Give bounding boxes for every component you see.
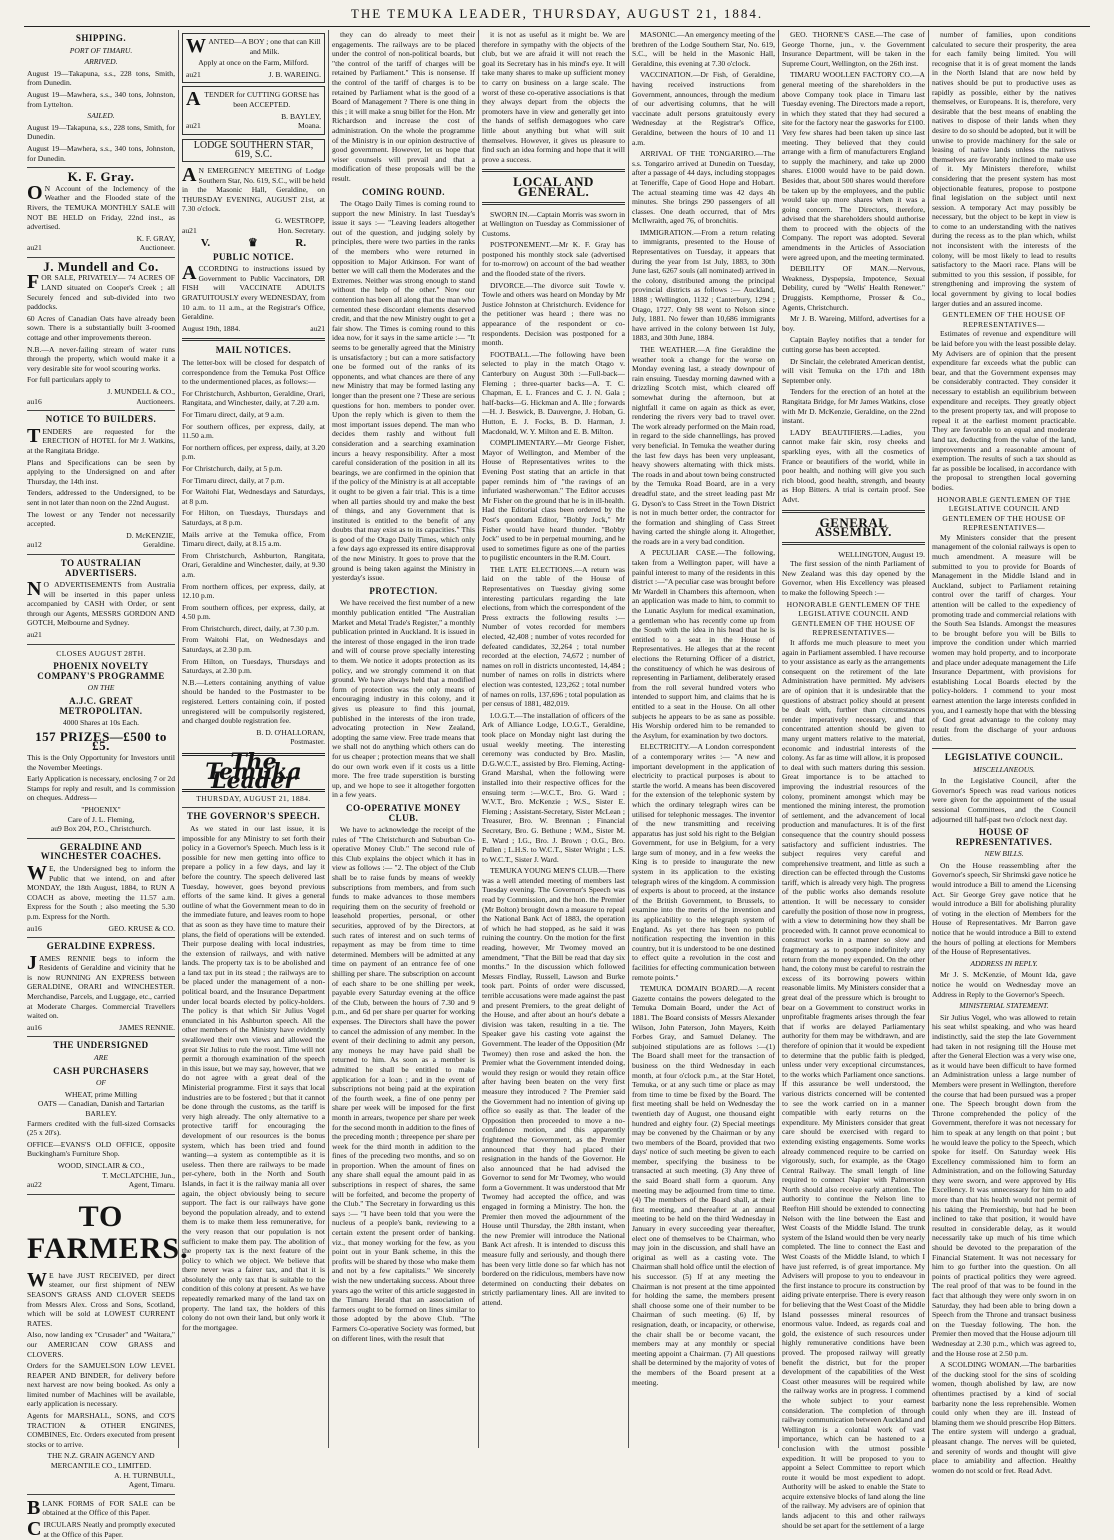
builders-signature: D. McKENZIE, xyxy=(126,530,175,540)
mail-text: For Timaru direct, daily, at 9 a.m. xyxy=(182,410,285,419)
farmers-supply: Farmers credited with the full-sized Cornsacks (25 x 20's). xyxy=(27,1118,175,1138)
wood-agent: Agent, Timaru. xyxy=(128,1180,175,1190)
columns xyxy=(24,30,1090,1540)
masthead: THE TEMUKA LEADER, THURSDAY, AUGUST 21, 1884. xyxy=(24,4,1090,27)
mail-text: For Timaru direct, daily, at 7 p.m. xyxy=(182,475,285,485)
tender-place: Moana. xyxy=(298,121,321,131)
to-farmers-title: TO FARMERS. xyxy=(27,1199,189,1265)
news-item: TEMUKA YOUNG MEN'S CLUB.—There was a well attended meeting of members last Tuesday evening. The Governor's Speech was read by Commission, and the hon. the Premier (Mr Bolton) brought down a measure to repeal the National Bank Act of 1883, the operation of which he had stopped, as he said it was ruining the country. On the motion for the first reading, however, Mr Twomey moved an amendment, "That the Bill be read that day six months." In the discussion which followed Messrs Findlay, Russell, Lawson and Burke took part. Points of order were discussed, terrible accusations were made against the past and present Premiers, to the great delight of the House, and after about an hour's debate a division was taken, resulting in a tie. The Speaker gave his casting vote against the Government. The leader of the Opposition (Mr Twomey) then rose and asked the hon. the Premier what the Government intended doing, would they resign or would they retain office after having been beaten on the very first measure they introduced ? The Premier said the Government had no intention of giving up office so easily as that. The leader of the Opposition then proceeded to move a no-confidence motion, and this apparently frightened the Government, as the Premier announced that they had placed their resignation in the hands of the Governor. He also announced that he had advised the Governor to send for Mr Twomey, who would form a Government. It was understood that Mr Twomey had accepted the office, and was engaged in forming a Ministry. The hon. the Premier then moved the adjournment of the House until Thursday, the 28th instant, when the new Premier will introduce the National Bank Act afresh. It is intended to discuss this measure fully and seriously, and though there has been very little done so far which has not bordered on the ridiculous, members have now determined on conducting their debates on strictly parliamentary lines. All are invited to attend. xyxy=(482,866,625,1307)
are-line: ARE xyxy=(94,1053,108,1063)
scolding-text: A SCOLDING WOMAN.—The barbarities of the ducking stool for the sins of scolding women, though abolished by law, are now oftentimes practised by a kind of social barbarity none the less reprehensible. Women could only when they are ill. Instead of blaming them we should prescribe Hop Bitters. The entire system will undergo a gradual, pleasant change. The nerves will be quieted, and serenity of words and thought will give place to amiability and affection. Healthy women do not scold or fret. Read Advt. xyxy=(932,1360,1076,1475)
wanted-text-2: Apply at once on the Farm, Milford. xyxy=(198,58,309,68)
column-2 xyxy=(179,30,329,1448)
wheat-line: WHEAT, prime Milling xyxy=(64,1089,138,1099)
column-6 xyxy=(779,30,929,1530)
speech-railways: My Ministers consider that the present management of the colonial railways is open to much amendment. A measure will be submitted to you to provide for Boards of Management in the Middle Island and in Auckland, subject to Parliament retaining control over the tariff of charges. Your attention will be called to the expediency of promoting trade and commercial relations with the South Sea Islands. Amongst the measures to be brought before you will be Bills to improve the condition under which married women may hold property, and to incorporate and place under adequate management the Life Insurance Department, with provisions for establishing Local Boards elected by the policy-holders. I commend to your most earnest attention the large interests confided in you, and I earnestly hope that with the blessing of God great advantage to the colony may result from the discharge of your arduous duties. xyxy=(932,532,1076,744)
mail-text: N.B.—Letters containing anything of value should be handed to the Postmaster to be registered. Letters containing coin, if posted unregistered will be compulsorily registered, and charged double registration fee. xyxy=(182,677,325,726)
phoenix-title: PHOENIX NOVELTY COMPANY'S PROGRAMME xyxy=(37,661,165,681)
express-text: JAMES RENNIE begs to inform the Residents of Geraldine and vicinity that he is now RUNNING AN EXPRESS between GERALDINE, ORARI and WINCHESTER. Merchandise, Parcels, and Luggage, etc., carried at Moderate Charges. Commercial Travellers waited on. xyxy=(27,951,175,1021)
mcclatchie: T. McCLATCHIE, Jun., xyxy=(102,1170,175,1180)
for-sale-text-3: N.B.—A never-failing stream of water runs through the property, which would make it a very desirable site for wool scouring works. xyxy=(27,344,175,373)
prizes-text: This is the Only Opportunity for Investors until the November Meetings. xyxy=(27,753,175,772)
news-item: IMMIGRATION.—From a return relating to immigrants, presented to the House of Representatives on Tuesday, it appears that during the year from 1st July, 1883, to 30th June last, 6267 souls (all nominated) arrived in the colony, distributed among the principal provincial districts as follows :— Auckland, 1888 ; Wellington, 1132 ; Canterbury, 1294 ; Otago, 1727. Only 98 went to Nelson since July, 1881. No fewer than 10,686 immigrants have arrived in the colony between 1st July, 1883, and 30th June, 1884. xyxy=(632,227,775,343)
news-item: TEMUKA DOMAIN BOARD.—A recent Gazette contains the powers delegated to the Temuka Domain Board, under the Act of 1881. The Board consists of Messrs Alexander Wilson, John Paterson, John Mayers, Keith Forbes Gray, and Samuel Delaney. The subjoined stipulations are as follows :—(1) The Board shall meet for the transaction of business on the third Wednesday in each month, at four o'clock p.m., at the Star Hotel, Temuka, or at any such time or place as may from time to time be fixed by the Board. The first meeting shall be held on Wednesday the twentieth day of August, one thousand eight hundred and eighty four. (2) Special meetings may be convened by the Chairman or by any two members of the Board, provided that two days' notice of such meeting be given to each member, specifying the business to be transacted at such meeting. (3) Any three of the said Board shall form a quorum. Any meeting may be adjourned from time to time. (4) The members of the Board shall, at their first meeting, and thereafter at an annual meeting to be held on the third Wednesday in January in every succeeding year thereafter, elect one of themselves to be Chairman, who may join in the discussion, and shall have an original as well as a casting vote. The Chairman shall hold office until the election of his successor. (5) If at any meeting the Chairman is not present at the time appointed for holding the same, the members present shall choose some one of their number to be Chairman of such meeting. (6) If, by resignation, death, or incapacity, or otherwise, the chair shall be or become vacant, the members may at any monthly or special meeting appoint a Chairman. (7) All questions shall be determined by the majority of votes of the members of the Board present at a meeting. xyxy=(632,984,775,1387)
lodge-signature: G. WESTROPP, xyxy=(275,215,325,225)
coach-text: WE, the Undersigned beg to inform the Public that we intend, on and after MONDAY, the 18th August, 1884, to RUN A COACH as above, meeting the 11.57 a.m. Express for the South ; also meeting the 5.30 p.m. Express for the North. xyxy=(27,861,175,921)
lodge-code: au21 xyxy=(182,225,197,235)
news-item: SWORN IN.—Captain Morris was sworn in at Wellington on Tuesday as Commissioner of Customs. xyxy=(482,209,625,238)
tender-text: ATENDER for CUTTING GORSE has been ACCEPTED. xyxy=(186,88,320,111)
reply-label: ADDRESS IN REPLY. xyxy=(970,958,1038,968)
prizes-text-2: Early Application is necessary, enclosing 7 or 2d Stamps for reply and result, and 1s commission on cheques. Address— xyxy=(27,774,175,803)
news-item: VACCINATION.—Dr Fish, of Geraldine, having received instructions from Government, announces, through the medium of our advertising columns, that he will vaccinate adult persons gratuitously every Wednesday at the Registrar's Office, Geraldine, between the hours of 10 and 11 a.m. xyxy=(632,70,775,147)
nz-grain: THE N.Z. GRAIN AGENCY AND MERCANTILE CO., LIMITED. xyxy=(47,1451,155,1471)
builders-text-2: Plans and Specifications can be seen by applying to the Undersigned on and after Thursday, the 14th inst. xyxy=(27,457,175,486)
shares-line: 4000 Shares at 10s Each. xyxy=(62,718,140,728)
closes-line: CLOSES AUGUST 28TH. xyxy=(56,648,146,658)
farmers-text-2: Also, now landing ex "Crusader" and "Waitara," our AMERICAN COW GRASS and CLOVERS. xyxy=(27,1330,175,1359)
gray-code: au21 xyxy=(27,243,42,253)
news-item: ARRIVAL OF THE TONGARIRO.—The s.s. Tongariro arrived at Dunedin on Tuesday, after a passage of 44 days, including stoppages at Teneriffe, Cape of Good Hope and Hobart. The actual steaming time was 42 days 4h minutes. She brings 290 passengers of all classes. One death occurred, that of Mrs McIlwraith, aged 76, of bronchitis. xyxy=(632,149,775,226)
vr-v: V. xyxy=(200,237,211,250)
wanted-code: au21 xyxy=(186,69,201,79)
for-sale-text-2: 60 Acres of Canadian Oats have already been sown. There is a substantially built 3-roomed cottage and other improvements thereon. xyxy=(27,313,175,343)
builders-code: au12 xyxy=(27,540,42,550)
news-item: THE LATE ELECTIONS.—A return was laid on the table of the House of Representatives on Tuesday giving some interesting particulars regarding the late elections, from which the correspondent of the Press extracts the following results :— Number of votes recorded for members elected, 42,408 ; number of votes recorded for defeated candidates, 32,264 ; total number recorded at the election, 74,672 ; number of names on roll in districts uncontested, 14,484 ; number of names on rolls in districts where election was contested, 123,262 ; total number of names on rolls, 137,696 ; total population as per census of 1881, 482,019. xyxy=(482,564,625,709)
mail-text: For Hilton, on Tuesdays, Thursdays and Saturdays, at 8 p.m. xyxy=(182,508,325,527)
news-item: GEO. THORNE'S CASE.—The case of George Thorne, jun., v. the Government Insurance Department, will be taken in the Supreme Court, Wellington, on the 26th inst. xyxy=(782,30,925,68)
australian-text: NO ADVERTISEMENTS from Australia will be inserted in this paper unless accompanied by CASH with Order, or sent through our Agents, MESSRS GORDON AND GOTCH, Melbourne and Sydney. xyxy=(27,578,175,628)
coach-code: au16 xyxy=(27,923,42,933)
news-item: Tenders for the erection of an hotel at the Rangitata Bridge, for Mr James Watkins, close with Mr D. McKenzie, Geraldine, on the 22nd instant. xyxy=(782,387,925,426)
builders-title: NOTICE TO BUILDERS. xyxy=(45,414,157,425)
lodge-title: LODGE SOUTHERN STAR, 619, S.C. xyxy=(182,139,325,162)
phoenix-on: ON THE xyxy=(87,683,115,693)
news-item: Captain Bayley notifies that a tender for cutting gorse has been accepted. xyxy=(782,335,925,354)
ministerial-text: Sir Julius Vogel, who was allowed to retain his seat whilst speaking, and who was heard indistinctly, said the step the late Government had taken in not resigning till the House met after the General Election was a very wise one, as it would have been difficult to have formed an Administration unless a large number of Members were present in Wellington, therefore the course that had been pursued was a proper one. The Speech brought down from the Throne comprehended the policy of the Government, therefore it was not necessary for him to speak at any length on that point ; but he would leave the policy to the Speech, which spoke for itself. On Saturday week His Excellency commissioned him to form an Administration, and on the following Saturday they were sworn, and were approved by His Excellency. It was unnecessary for him to add more than that his health would not permit of his taking the Premiership, but had he been inclined to take that position, it would have resulted in considerable delay, as it would necessarily take up much of his time which should be devoted to the preparation of the Financial Statement. It was not necessary for him to go further into the question. On all points of practical politics they were agreed. The real proof of that was to be found in the fact that although they were only sworn in on Saturday, they had been able to bring down a Speech from the Throne and transact business on the Tuesday following. The hon. the Premier then moved that the House adjourn till Wednesday at 2.30 p.m., which was agreed to, and the House rose at 2.50 p.m. xyxy=(932,1012,1076,1358)
vr-r: R. xyxy=(295,237,307,250)
for-sale-text: FOR SALE, PRIVATELY— 74 ACRES OF LAND situated on Cooper's Creek ; all Securely fenced and sub-divided into two paddocks. xyxy=(27,271,175,312)
news-item: DIVORCE.—The divorce suit Towle v. Towle and others was heard on Monday by Mr Justice Johnston at Christchurch. Evidence for the petitioner was heard ; there was no appearance of the respondent or co-respondents. Decision was postponed for a month. xyxy=(482,280,625,348)
australian-title: TO AUSTRALIAN ADVERTISERS. xyxy=(60,557,142,578)
oats-line: OATS — Canadian, Danish and Tartarian xyxy=(37,1099,165,1109)
house-text: On the House reassembling after the Governor's speech, Sir Shrimski gave notice he would introduce a Bill to amend the Licensing Act. Sir George Grey gave notice that he would introduce a Bill for abolishing plurality of voting in the election of Members for the House of Representatives. Mr Barron gave notice that he would introduce a Bill to extend the hours of polling at elections for Members of the House of Representatives. xyxy=(932,860,1076,957)
news-item: LADY BEAUTIFIERS.—Ladies, you cannot make fair skin, rosy cheeks and sparkling eyes, with all the cosmetics of France or beautifiers of the world, while in poor health, and nothing will give you such rich blood, good health, strength, and beauty as Hop Bitters. A trial is certain proof. See Advt. xyxy=(782,427,925,504)
for-sale-text-4: For full particulars apply to xyxy=(27,375,111,385)
speech-title: THE GOVERNOR'S SPEECH. xyxy=(186,811,321,822)
coming-round-text: The Otago Daily Times is coming round to support the new Ministry. In last Tuesday's issue it says :— "Leaving leaders altogether out of the question, and judging solely by principles, there were two parties in the ranks of the members who were returned in opposition to Major Atkinson. For want of better we will call them the Moderates and the Extremes. Neither was strong enough to stand without the help of the other." Now our contention has been all along that the man who cemented these discordant elements deserved credit, and that the new Ministry ought to get a fair show. The Times is coming round to this idea now, for it says in the same article :— "It seems to be generally agreed that the Ministry is unsatisfactory ; but can a more satisfactory one be formed out of the ranks of its opponents, and what chances are there of any new Ministry that may be formed lasting any longer than the present one ? These are serious questions for hon. members to ponder over. Upon the reply which is given to them the most important issues depend. The man who decides them rashly and without full consideration and a searching examination incurs a heavy responsibility. After a most careful consideration of the position in all its bearings, we are confirmed in the opinion that if the policy of the Ministry is at all acceptable it ought to be given a fair trial. This is a time when all parties should try and make the best of things, and any Government that is instituted is entitled to the benefit of any doubts that may exist as to its capacities." This is good of the Otago Daily Times, which only a few days ago expressed its entire disapproval of the new Ministry. It goes to prove that the ground is being taken against the Ministry in yesterday's issue. xyxy=(332,199,475,583)
public-notice-title: PUBLIC NOTICE. xyxy=(212,251,294,262)
of-line: OF xyxy=(95,1078,107,1088)
column-1 xyxy=(24,30,189,1540)
australian-code: au21 xyxy=(27,630,42,640)
arrived-label: ARRIVED. xyxy=(84,57,118,67)
coop-title: CO-OPERATIVE MONEY CLUB. xyxy=(345,802,462,823)
wanted-signature: J. B. WAREING. xyxy=(268,69,321,79)
news-item: Mr J. B. Wareing, Milford, advertises for a boy. xyxy=(782,314,925,333)
farmers-text-3: Orders for the SAMUELSON LOW LEVEL REAPER AND BINDER, for delivery before next harvest are now being booked. As only a limited number of Machines will be available, early application is necessary. xyxy=(27,1361,175,1409)
office-line: OFFICE—EVANS'S OLD OFFICE, opposite Buckingham's Furniture Shop. xyxy=(27,1139,175,1159)
shipping-title: SHIPPING. xyxy=(75,33,127,43)
express-code: au16 xyxy=(27,1022,42,1032)
coop-continued: it is not as useful as it might be. We are therefore in sympathy with the objects of the club, but we are afraid it will not reach the goal its Secretary has in his mind's eye. It will take many shares to make up sufficient money to carry on business on a large scale. The worst of these co-operative associations is that they always depart from the objects the promoters have in view and generally get into the hands of selfish demagogues who care little about anything but what will suit themselves. However, it gives us pleasure to find such an idea forming and hope that it will prove a success. xyxy=(482,30,625,164)
speech-estimates: Estimates of revenue and expenditure will be laid before you with the least possible delay. My Advisers are of opinion that the present expenditure far exceeds what the public can bear, and that the Government expenses may be considerably contracted. They consider it necessary to establish an equilibrium between expenditure and receipts. They greatly object to the present property tax, and will propose to repeal it at the earliest moment practicable. They are favorable to an equal and moderate land tax, deducting from the value of the land, improvements and a reasonable amount of exemption. The results of such a tax should as far as possible be localised, in accordance with the proposal to strengthen local governing bodies. xyxy=(932,329,1076,492)
mail-text: From northern offices, per express, daily, at 12.10 p.m. xyxy=(182,581,325,601)
misc-label: MISCELLANEOUS. xyxy=(973,764,1035,774)
wood-code: au22 xyxy=(27,1180,42,1190)
mail-text: The letter-box will be closed for despatch of correspondence from the Temuka Post Office to the undermentioned places, as follows:— xyxy=(182,358,325,387)
gray-notice: ON Account of the Inclemency of the Weather and the Flooded state of the Rivers, the TEMUKA MONTHLY SALE will NOT BE HELD on Friday, 22nd inst., as advertised. xyxy=(27,181,175,232)
governor-speech-continued: number of families, upon conditions calculated to secure their prosperity, the area for each family being limited. You will recognise that it is of great moment the lands in the North Island that are now held by natives should be put to productive uses as rapidly as possible, either by the natives themselves, or Europeans. It is, therefore, very desirable that the best means of enabling the natives to dispose of their lands when they desire to do so should be adopted, but it will be unwise to provide machinery for the sale or leasing of native lands unless the natives themselves are favorably inclined to make use of it. My Ministers therefore, whilst considering that the present system has most objectionable features, propose to postpone final legislation on the subject until next session. A temporary Act may possibly be necessary, but the object to be kept in view is to come to an understanding with the natives during the recess as to the plan which, whilst not inconsistent with the interests of the colony, will be most likely to lead to results satisfactory to the Maori race. Plans will be submitted to you this session, if possible, for strengthening and improving the system of local government by giving to local bodies larger duties and an assured income. xyxy=(932,30,1076,308)
mail-text: From Christchurch, Ashburton, Rangitata, Orari, Geraldine and Winchester, daily, at 9.30 a.m. xyxy=(182,550,325,579)
mail-role: Postmaster. xyxy=(290,737,325,747)
news-item: ELECTRICITY.—A London correspondent of a contemporary writes :— "A new and important development in the application of electricity to practical purposes is about to startle the world. A means has been discovered for the extension of the telephonic system by which the ordinary telegraph wires can be utilised for telephonic messages. The inventor of the new transmitting and receiving apparatus has just sold his right to the Belgian Government, for use in Belgium, for a very large sum of money, and in a few weeks the King is to preside to inaugurate the new system in its application to the existing telegraph wires of the kingdom. A commission of experts is about to proceed, at the instance of the British Government, to Brussels, to examine into the merits of the invention and its applicability to the telegraph system of England. As yet there has been no public notification respecting the invention in this country, but it is understood to be one destined to effect quite a revolution in the cost and facilities for effecting communication between remote points." xyxy=(632,742,775,982)
tender-signature: B. BAYLEY, xyxy=(281,111,321,121)
protection-title: PROTECTION. xyxy=(369,585,438,596)
prizes-line: 157 PRIZES—£500 to £5. xyxy=(35,728,167,754)
gray-role: Auctioneer. xyxy=(139,243,175,253)
column-3 xyxy=(329,30,479,1448)
mail-text: For southern offices, per express, daily, at 11.50 a.m. xyxy=(182,421,325,441)
phoenix-address-3: au9 Box 204, P.O., Christchurch. xyxy=(50,824,152,834)
vaccinate-date: August 19th, 1884. xyxy=(182,323,241,333)
mail-text: For Waitohi Flat, Wednesdays and Saturdays, at 8 p.m. xyxy=(182,487,325,506)
vaccinate-text: ACCORDING to instructions issued by Government to Public Vaccinators, DR FISH will VACCINATE ADULTS GRATUITOUSLY every WEDNESDAY, from 10 a.m. to 11 a.m., at the Registrar's Office, Geraldine. xyxy=(182,262,325,322)
dateline: THURSDAY, AUGUST 21, 1884. xyxy=(196,793,311,803)
mundell-role: Auctioneers. xyxy=(136,396,175,406)
coming-round-title: COMING ROUND. xyxy=(362,186,445,197)
editorial-continued: they can do already to meet their engagements. The railways are to be placed under the control of non-political boards, but "the control of the tariff of charges will be retained by Parliament." This is nonsense. If the control of the tariff of charges is to be retained by Parliament what is the good of a Board of Management ? There is one thing in this ; it will make a snug billet for the Hon. Mr Richardson and increase the cost of administration. On the whole the programme of the Ministry is in our opinion destructive of good government. However, let us hope that wiser counsels will prevail and that a modification of these proposals will be the result. xyxy=(332,30,475,183)
farmers-text: WE have JUST RECEIVED, per direct steamer, our first shipment of NEW SEASON'S GRASS AND CLOVER SEEDS from Messrs Alex. Cross and Sons, Scotland, which will be sold at LOWEST CURRENT RATES. xyxy=(27,1268,175,1328)
council-text: In the Legislative Council, after the Governor's Speech was read various notices were given for the appointment of the usual sessional Committees, and the Council adjourned till half-past two o'clock next day. xyxy=(932,776,1076,824)
news-item: MASONIC.—An emergency meeting of the brethren of the Lodge Southern Star, No. 619, S.C., will be held in the Masonic Hall, Geraldine, this evening at 7.30 o'clock. xyxy=(632,30,775,68)
editorial-text: As we stated in our last issue, it is impossible for any Ministry to set forth their policy in a Governor's Speech. Much less is it possible for new men getting into office to prepare a policy in a few days, and lay it before the country. The speech delivered last Tuesday, however, goes beyond previous efforts of the same kind. It gives a general outline of what the Government mean to do in the immediate future, and leaves room to hope that as soon as they have time to mature their plans, the field of operations will be extended. Their purpose dealing with local industries, the extension of railways, and with native lands. The property tax is to be abolished and a land tax put in its stead ; the railways are to be placed under the management of a non-political board, and the Insurance Department under local boards elected by policy-holders. The policy is that which Sir Julius Vogel enunciated in his Ashburton speech. All the other members of the Ministry have evidently swallowed their own views and allowed the great Sir Julius to rule the roost. Time will not permit a thorough examination of the speech in this issue, but we may say, however, that we do not agree with a great deal of the Ministerial programme. First it says that local industries are to be fostered ; but that it cannot be done through the customs, as the tariff is very high already. The only alternative to a protective tariff for encouraging the development of our resources is the bonus system, which has been tried and found wanting—a system as contemptible as it is useless. Then there are railways to be made per-cyhere, both in the North and South Islands, in fact it is the railway mania all over again, the object obviously being to secure support. The fact is our railways have gone beyond the population already, and to extend them is to make them less remunerative, for the very reason that our population is not sufficient to make them pay. The abolition of the property tax is the next feature of the policy to which we object. We believe that there never was a fairer tax, and that it is absolutely the only tax that is suitable to the condition of this colony at present. As we have repeatedly remarked many of the land tax on property. The land tax, the holders of this colony do not own their land, but only work it for the mortgagee. xyxy=(182,823,325,1332)
phoenix-address-2: Care of J. L. Fleming, xyxy=(67,814,135,824)
mail-text: For northern offices, per express, daily, at 3.20 p.m. xyxy=(182,442,325,462)
turnbull-role: Agent, Timaru. xyxy=(128,1480,175,1490)
royal-crest-icon: ♛ xyxy=(247,237,258,250)
governor-speech-text: It affords me much pleasure to meet you again in Parliament assembled. I have recourse to your assistance as early as the arrangements consequent on the retirement of the late Administration have permitted. My advisers are of opinion that it is undesirable that the questions of abstract policy should at present be dealt with, further than circumstances render imperatively necessary, and that concentrated attention should be given to many urgent matters relative to the material, economic and industrial interests of the colony. As far as time will allow, it is proposed to deal with such matters during this session. Great importance is to be attached to improving the industrial resources of the colony, prominent amongst which may be mentioned the mining interest, the promotion of settlement, and the advancement of local production and manufactures. It is of the first consequence that the country should possess satisfactory and sufficient industries. The subject requires very careful and comprehensive treatment, and little as such a direction can be effected through the Customs tariff, which is already very high. The progress of the public works also demands resolute attention. It will be necessary to consider carefully the position of those now in progress, with a view to determining how they shall be proceeded with. It cannot prove economical to construct works in a manner so slow and fragmentary as to postpone indefinitely any return from the money expended. On the other hand, the colony must be careful to restrain the excess of its borrowing powers within reasonable limits. My Ministers consider that a great deal of the pressure which is brought to bear on a Government to construct works in unprofitable fragments arises through the fear that if works are delayed Parliamentary authority for them may be withdrawn, and are therefore of opinion that it would be expedient to determine that the public faith is pledged, unless under very exceptional circumstances, to the works which Parliament once sanctions. If this assurance be well understood, the various districts concerned will be contented to see the work carried on in a manner compatible with early returns on the expenditure. My Ministers consider that great care should be exercised with regard to extending existing engagements. Some works already commenced require to be carried on vigorously, such, for example, as the Otago Central Railway. The small length of line required to connect Napier with Palmerston North should also receive early attention. The authority to continue the Nelson line to Reefton Hill should be extended to connecting Nelson with the line between the East and West Coasts of the Middle Island. The trunk system of the Island would then be very nearly completed. The line to connect the East and West Coasts of the Middle Island, to which I have just referred, is of great importance. My Advisers will propose to you to endeavour in the first instance to procure its construction by aiding private enterprise. There is every reason for believing that the West Coast of the Middle Island possesses mineral resources of enormous value. Indeed, as regards coal and gold, the existence of such resources under highly remunerative conditions have been proved. The proposed railway will greatly benefit the district, but for the proper development of the capabilities of the West Coast other measures will be required while the railway works are in progress. I commend the whole subject to your earnest consideration. The completion of through railway communication between Auckland and Wellington is a colonial work of vast importance, which can be hastened to a conclusion with the utmost possible expedition. It will be proposed to you to appoint a Select Committee to report which route it would be most expedient to adopt. Authority will be asked to enable the State to acquire extensive blocks of land along the line of the railway. My advisers are of opinion that lands adjacent to this and other railways should be set apart for the settlement of a large xyxy=(782,638,925,1530)
column-5 xyxy=(629,30,779,1448)
arrival-entry: August 19—Mawhera, s.s., 340 tons, Johnston, from Lyttelton. xyxy=(27,89,175,109)
mundell-code: au16 xyxy=(27,396,42,406)
mail-text: From Waitohi Flat, on Wednesdays and Saturdays, at 2.30 p.m. xyxy=(182,635,325,655)
honorable-heading-2: HONORABLE GENTLEMEN OF THE LEGISLATIVE COUNCIL AND GENTLEMEN OF THE HOUSE OF REPRESENTATIVES— xyxy=(937,494,1071,533)
council-title: LEGISLATIVE COUNCIL. xyxy=(944,751,1064,762)
ministerial-label: MINISTERIAL STATEMENT. xyxy=(959,1001,1049,1011)
sailed-label: SAILED. xyxy=(87,111,115,121)
gray-signature: K. F. GRAY, xyxy=(136,233,175,243)
coach-signature: GEO. KRUSE & CO. xyxy=(108,923,175,933)
phoenix-event: A.J.C. GREAT METROPOLITAN. xyxy=(59,696,143,716)
express-title: GERALDINE EXPRESS. xyxy=(46,941,156,952)
phoenix-address: "PHOENIX" xyxy=(81,804,121,814)
port-title: PORT OF TIMARU. xyxy=(69,45,133,55)
news-item: COMPLIMENTARY.—Mr George Fisher, Mayor of Wellington, and Member of the House of Representatives writes to the Evening Post stating that an article in that paper reminds him of "the ravings of an infuriated washerwoman." The Editor accuses Mr Fisher on the ground that he is in ill-health. Had the Editorial class been ordered by the Post's quondam Editor, "Bobby Jock," Mr Fisher would have heard thunder. "Bobby Jock" used to be in perpetual mourning, and he used to sometimes figure as one of the parties to pugilistic encounters in the R.M. Court. xyxy=(482,438,625,563)
news-item: Dr Sinclair, the celebrated American dentist, will visit Temuka on the 17th and 18th September only. xyxy=(782,356,925,385)
blank-forms: BLANK FORMS of FOR SALE can be obtained at the Office of this Paper. xyxy=(27,1496,175,1519)
undersigned-title: THE UNDERSIGNED xyxy=(53,1040,149,1051)
mail-text: From southern offices, per express, daily, at 4.50 p.m. xyxy=(182,602,325,622)
assembly-title: GENERAL ASSEMBLY. xyxy=(815,514,892,540)
mail-text: From Hilton, on Tuesdays, Thursdays and Saturdays, at 2.30 p.m. xyxy=(182,656,325,676)
builders-text: TENDERS are requested for the ERECTION of HOTEL for Mr J. Watkins, at the Rangitata Bridge. xyxy=(27,424,175,455)
news-item: TIMARU WOOLLEN FACTORY CO.—A general meeting of the shareholders in the above Company took place in Timaru last Tuesday evening. The Directors made a report, in which they stated that they had secured a site for the factory near the gasworks for £100. Very few shares had been taken up since last meeting. They believed that they could arrange with a firm of manufacturers England to supply the machinery, and take up 2000 shares. £1000 would have to be paid down. Besides that, about 500 shares would therefore be taken up by the employees, and the public would take up more shares when it was a going concern. The Directors, therefore, advised that the shareholders should authorise them to proceed with the objects of the Company. The report was adopted. Several amendments in the Articles of Association were agreed upon, and the meeting terminated. xyxy=(782,70,925,262)
arrival-entry: August 19—Takapuna, s.s., 228 tons, Smith, from Dunedin. xyxy=(27,68,175,88)
news-item: DEBILITY OF MAN.—Nervous, Weakness, Dyspepsia, Impotence, Sexual Debility, cured by "Wells' Health Renewer." Druggists. Kempthorne, Prosser & Co., Agents, Christchurch. xyxy=(782,264,925,312)
news-item: FOOTBALL.—The following have been selected to play in the match Otago v. Canterbury on August 30th :—Full-back—Fleming ; three-quarter backs—A. T. C. Chapman, E. L. Frances and C. J. N. Gala ; half-backs—G. Hickman and A. Ille ; forwards—H. J. Beswick, B. Dauvergne, J. Hoban, G. Hutton, E. J. Focks, B. D. Harman, J. Macdonald, W. Y. Milton and E. B. Milton. xyxy=(482,349,625,436)
news-item: THE WEATHER.—A fine Geraldine the weather took a change for the worse on Monday evening last, a steady downpour of rain ensuing. Tuesday morning dawned with a drizzling Scotch mist, which cleared off somewhat during the afternoon, but at nightfall it came on again as thick as ever, rendering the rivers very bad to travel over. The work already performed on the Main road, in regard to the side channellings, has proved very beneficial. In Temuka the weather during the last few days has been very unpleasant, heavy showers alternating with thick mists. The roads in and about town being constructed by the Temuka Road Board, are in a very dreadful state, and the street leading past Mr G. Dyson's to Cass Street in the Town District is not in much better order, the contractor for the formation and shingling of Cass Street having carted the shingle along it. Altogether, the roads are in a very bad condition. xyxy=(632,345,775,546)
mail-text: For Christchurch, Ashburton, Geraldine, Orari, Rangitata, and Winchester, daily, at 7.20 a.m. xyxy=(182,388,325,408)
newspaper-logo: The Temuka Leader xyxy=(182,753,325,792)
new-bills-label: NEW BILLS. xyxy=(984,849,1024,859)
mail-signature: B. D. O'HALLORAN, xyxy=(256,727,325,737)
house-title: HOUSE OF REPRESENTATIVES. xyxy=(955,827,1053,847)
news-item: POSTPONEMENT.—Mr K. F. Gray has postponed his monthly stock sale (advertised for to-morrow) on account of the bad weather and the flooded state of the rivers. xyxy=(482,240,625,279)
mail-text: From Christchurch, direct, daily, at 7.30 p.m. xyxy=(182,623,320,633)
express-signature: JAMES RENNIE. xyxy=(119,1022,175,1032)
cash-title: CASH PURCHASERS xyxy=(53,1065,149,1076)
gentlemen-heading: GENTLEMEN OF THE HOUSE OF REPRESENTATIVES— xyxy=(942,310,1066,329)
sailing-entry: August 19—Takapuna, s.s., 228 tons, Smith, for Dunedin. xyxy=(27,122,175,142)
news-item: I.O.G.T.—The installation of officers of the Ark of Alliance Lodge, I.O.G.T., Geraldine, took place on Monday night last during the usual weekly meeting. The interesting ceremony was conducted by Bro. Maslin, D.G.W.C.T., assisted by Bro. Fleming, Acting-Grand Marshal, when the following were installed into their respective offices for the ensuing term :—W.C.T., Bro. G. Ward ; W.V.T., Bro. McKenzie ; W.S., Sister E. Fleming ; Assistant-Secretary, Sister McLean ; Treasurer, Bro. W. Brennan ; Financial Secretary, Bro. G. Bethune ; W.M., Sister M. E. Ward ; I.G., Bro. J. Brown ; O.G., Bro. Pullen ; L.H.S. to W.C.T., Sister Wright ; L.S. to W.C.T., Sister J. Ward. xyxy=(482,710,625,864)
coop-text: We have to acknowledge the receipt of the rules of "The Christchurch and Suburban Co-operative Money Club." The second rule of this Club explains the object which it has in view as follows :— "2. The object of the Club shall be to raise funds by means of weekly subscriptions from members, and from such funds to make advances to those members requiring them on the security of freehold or leasehold properties, personal, or other securities, approved of by the Directors, at such rates of interest and on such terms of repayment as may be from time to time determined. Members will be admitted at any time on payment of an entrance fee of one shilling per share. The subscription on account of each share to be one shilling per week, payable every Saturday evening at the office of the Club, between the hours of 7.30 and 9 p.m., and 6d per share per quarter for working expenses. The Directors shall have the power to cancel the admission of any member. In the event of their declining to admit any person, any moneys he may have paid shall be returned to him. As soon as a member is admitted he shall be entitled to make application for a loan ; and in the event of subscriptions not being paid at the expiration of the fourth week, a fine of one penny per share per week will be imposed for the first month in arrears, twopence per share per week for the second month in addition to the fines of the preceding month ; threepence per share per week for the third month in addition to the fines of the preceding two months, and so on in proportion. When the amount of fines on any share shall equal the amount paid in as subscriptions in respect of shares, the same will be forfeited, and become the property of the Club." The Secretary in forwarding us this says :— "I have been told that you were the nucleus of a people's bank, reviewing to a certain extent the present order of banking. viz., that money working for the few, as you point out in your Bank scheme, in this the profits will be shared by those who make them and not by a few capitalists." We sincerely wish the new undertaking success. About three years ago the writer of this article suggested in the Timaru Herald that an association of farmers ought to be formed on lines similar to those adopted by the above Club. "The Farmers Co-operative Society was formed, but on different lines, with the result that xyxy=(332,825,475,1343)
gray-heading: K. F. Gray. xyxy=(67,169,135,185)
farmers-text-4: Agents for MARSHALL, SONS, and CO'S TRACTION & OTHER ENGINES, COMBINES, Etc. Orders executed from present stocks or to arrive. xyxy=(27,1411,175,1449)
assembly-dateline: WELLINGTON, August 19. xyxy=(838,549,925,559)
wood-sinclair: WOOD, SINCLAIR & CO., xyxy=(57,1160,145,1170)
coach-title: GERALDINE AND WINCHESTER COACHES. xyxy=(40,841,162,862)
builders-place: Geraldine. xyxy=(143,540,175,550)
local-general-title: LOCAL AND GENERAL. xyxy=(513,174,594,199)
assembly-intro: The first session of the ninth Parliament of New Zealand was this day opened by the Governor, when His Excellency was pleased to make the following Speech :— xyxy=(782,559,925,598)
builders-text-4: The lowest or any Tender not necessarily accepted. xyxy=(27,509,175,529)
mundell-signature: J. MUNDELL & CO., xyxy=(107,387,175,396)
reply-text: Mr J. S. McKenzie, of Mount Ida, gave notice he would on Wednesday move an Address in Reply to the Governor's Speech. xyxy=(932,970,1076,999)
mail-title: MAIL NOTICES. xyxy=(215,345,292,356)
honorable-heading: HONORABLE GENTLEMEN OF THE LEGISLATIVE COUNCIL AND GENTLEMEN OF THE HOUSE OF REPRESENTATIVES— xyxy=(786,599,921,638)
lodge-role: Hon. Secretary. xyxy=(278,225,325,235)
barley-line: BARLEY. xyxy=(85,1109,117,1118)
mundell-heading: J. Mundell and Co. xyxy=(43,258,159,274)
sailing-entry: August 19—Mawhera, s.s., 340 tons, Johnston, for Dunedin. xyxy=(27,143,175,163)
tender-code: au21 xyxy=(186,121,201,131)
vaccinate-code: au21 xyxy=(310,323,325,333)
mail-text: For Christchurch, daily, at 5 p.m. xyxy=(182,463,283,473)
wanted-text: WANTED—A BOY ; one that can Kill and Milk. xyxy=(186,35,321,57)
protection-text: We have received the first number of a new monthly publication entitled "The Australian Market and Metal Trade's Register," a monthly publication printed in Auckland. It is issued in the interest of those engaged in the iron trade and will of course prove specially interesting to them. We notice it adopts protection as its policy, and we strongly commend it on that ground. We have always held that a modified form of protection was the only means of encouraging industry in this colony, and it gives us pleasure to find this journal, published in the interests of the iron trade, advocating protection in New Zealand, adopting the same view. Free trade means that we shall not do anything which others can do for us cheaper ; protection means that we shall do our own work even if it costs us a little more. The free trade superstition is bursting up, and we hope to see it altogether forgotten in a few years. xyxy=(332,598,475,800)
circulars: CIRCULARS Neatly and promptly executed at the Office of this Paper. xyxy=(27,1518,175,1540)
column-7 xyxy=(929,30,1079,1475)
lodge-text: AN EMERGENCY MEETING of Lodge Southern Star, No. 619, S.C., will be held in the Masonic Hall, Geraldine, on THURSDAY EVENING, AUGUST 21st, at 7.30 o'clock. xyxy=(182,163,325,214)
news-item: A PECULIAR CASE.—The following, taken from a Wellington paper, will have a painful interest to many of the residents in this district :—"A peculiar case was brought before Mr Wardell in Chambers this afternoon, when an application was made to him, to commit to the Lunatic Asylum for medical examination, a gentleman who has recently come up from the South with the idea in his head that he is entitled to a seat in the House of Representatives. He alleges that at the recent elections the Returning Officer of a district, the constituency of which he was desirous of representing in Parliament, deliberately erased from the roll several hundred voters who intended to support him, and claims that he is entitled to a seat in the House. On all other subjects he appears to be as sane as possible. His Worship ordered him to be remanded to the Asylum, for examination by two doctors. xyxy=(632,548,775,740)
mail-text: Mails arrive at the Temuka office, From Timaru direct, daily, at 8.15 a.m. xyxy=(182,529,325,549)
turnbull: A. H. TURNBULL, xyxy=(114,1470,175,1480)
builders-text-3: Tenders, addressed to the Undersigned, to be sent in not later than noon on the 22nd August. xyxy=(27,488,175,507)
column-4 xyxy=(479,30,629,1448)
